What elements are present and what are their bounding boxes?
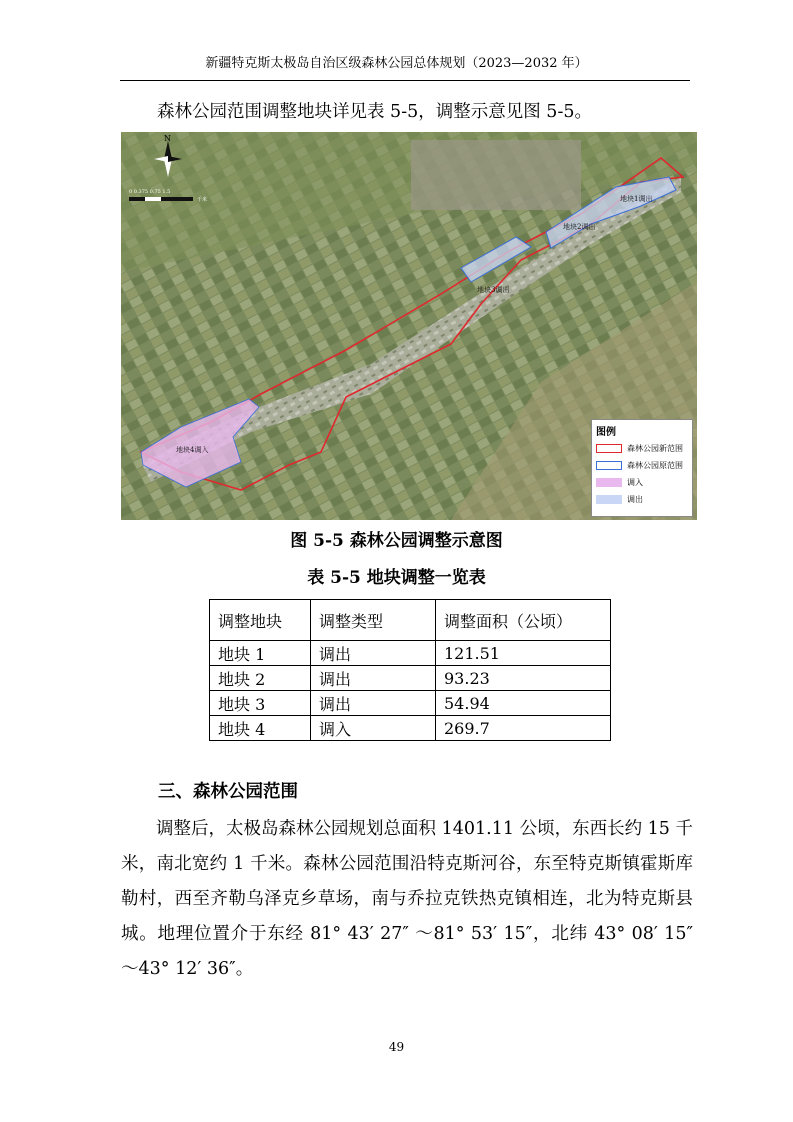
legend-swatch [596,495,622,504]
scale-unit: 千米 [197,197,208,203]
table-row [210,666,611,691]
paragraph-text: 调整后，太极岛森林公园规划总面积 1401.11 公顷，东西长约 15 千米，南北宽约 1 千米。森林公园范围沿特克斯河谷，东至特克斯镇霍斯库勒村，西至齐勒乌泽克乡草场，南与乔拉克铁热克镇相连，北为特克斯县城。地理位置介于东经 81° 43′ 27″ ～81° 53′ 15″，北纬 43° 08′ 15″ ～43° 12′ 36″。 [121,819,693,979]
north-label: N [164,134,171,143]
table-cell: 地块 3 [210,691,311,716]
table-row [210,641,611,666]
table-cell: 调入 [311,716,436,741]
table-header-row [210,600,611,641]
page-number: 49 [388,1040,405,1054]
running-header: 新疆特克斯太极岛自治区级森林公园总体规划（2023—2032 年） [205,56,588,71]
scale-text: 0 0.375 0.75 1.5 [129,189,171,195]
table-cell: 调出 [311,691,436,716]
table-cell: 269.7 [436,716,611,741]
table-cell: 54.94 [436,691,611,716]
body-paragraph [121,812,693,987]
legend-swatch [596,461,622,470]
table-cell: 121.51 [436,641,611,666]
table-cell: 调出 [311,666,436,691]
legend-title: 图例 [596,427,616,438]
table-cell: 调出 [311,641,436,666]
table-row [210,716,611,741]
adjustment-map [121,132,697,520]
header-rule [120,80,690,81]
figure-caption: 图 5-5 森林公园调整示意图 [290,531,503,551]
table-row [210,691,611,716]
column-header: 调整面积（公顷） [436,600,611,641]
legend-item-adjust-in: 调入 [596,474,692,491]
table-cell: 地块 1 [210,641,311,666]
intro-sentence: 森林公园范围调整地块详见表 5-5，调整示意见图 5-5。 [157,102,592,122]
legend-item-new-boundary: 森林公园新范围 [596,440,692,457]
legend-swatch [596,478,622,487]
parcel-label-2: 地块2调出 [563,223,596,231]
column-header: 调整类型 [311,600,436,641]
table-cell: 地块 4 [210,716,311,741]
adjustment-table [209,599,611,741]
table-caption: 表 5-5 地块调整一览表 [307,568,486,588]
table-cell: 93.23 [436,666,611,691]
legend-swatch [596,444,622,453]
parcel-label-3: 地块3调出 [477,286,510,294]
parcel-label-4: 地块4调入 [176,446,209,454]
section-title: 三、森林公园范围 [158,782,298,802]
column-header: 调整地块 [210,600,311,641]
table-cell: 地块 2 [210,666,311,691]
map-legend [591,419,693,517]
legend-item-adjust-out: 调出 [596,491,692,508]
legend-item-old-boundary: 森林公园原范围 [596,457,692,474]
parcel-label-1: 地块1调出 [620,195,653,203]
